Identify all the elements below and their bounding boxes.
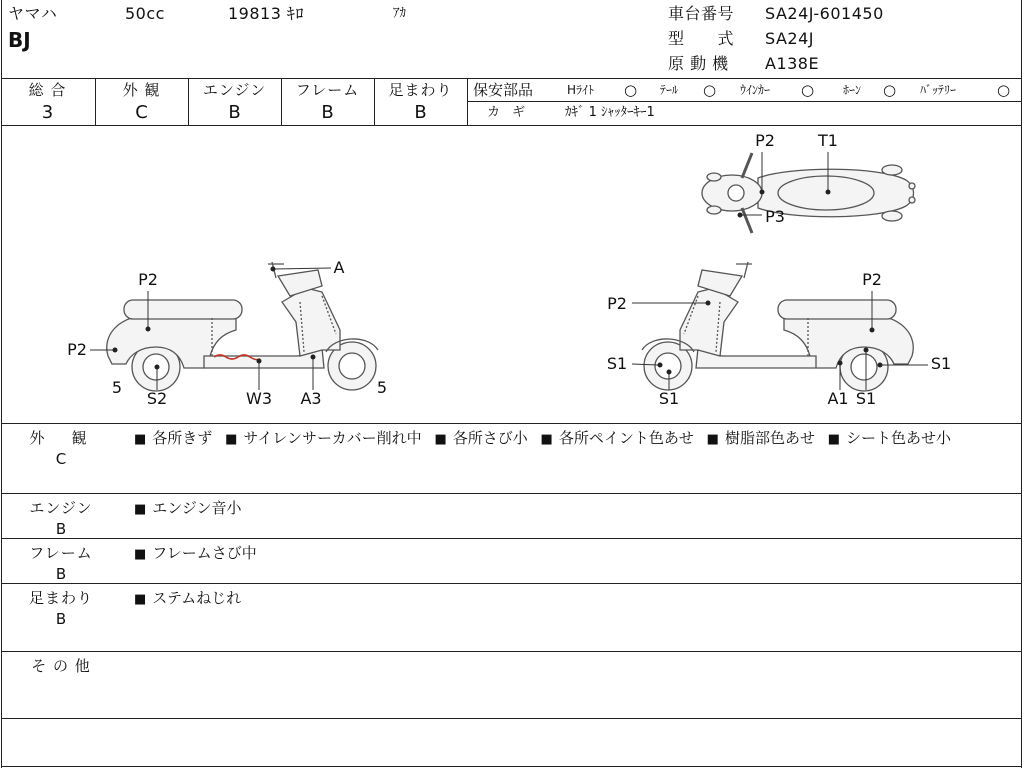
grade-value: B: [228, 102, 241, 123]
damage-label: W3: [246, 389, 272, 408]
body-color: ｱｶ: [393, 6, 406, 21]
remark-grade: B: [55, 520, 67, 538]
damage-label: P2: [862, 270, 882, 289]
grade-value: B: [414, 102, 427, 123]
grade-label: フレーム: [295, 81, 360, 99]
remark-item-text: 各所さび小: [452, 429, 528, 447]
model-code: SA24J: [765, 29, 814, 48]
remark-item-text: 各所ペイント色あせ: [558, 429, 694, 447]
remark-item: [541, 429, 694, 447]
divider: [467, 101, 1022, 102]
cell-divider: [281, 79, 282, 125]
model-code-label: 型 式: [668, 29, 735, 48]
damage-label: P2: [607, 294, 627, 313]
remark-grade: B: [55, 565, 67, 583]
cell-divider: [374, 79, 375, 125]
remark-item-text: 各所きず: [152, 429, 213, 447]
damage-marker: [760, 190, 765, 195]
damage-marker: [658, 363, 663, 368]
damage-label: S2: [146, 389, 168, 408]
status-ok-icon: ○: [997, 81, 1011, 99]
remark-item: [134, 589, 241, 607]
status-ok-icon: ○: [624, 81, 638, 99]
bullet-icon: ■: [540, 432, 553, 447]
bullet-icon: ■: [434, 432, 447, 447]
scooter-top-view: [702, 153, 915, 233]
displacement: 50cc: [125, 4, 165, 23]
damage-diagram: [0, 126, 1024, 423]
grade-label: 足まわり: [388, 81, 453, 99]
remark-row-suspension: [1, 584, 1022, 651]
grade-label: エンジン: [202, 81, 267, 99]
leader-line: [274, 268, 331, 269]
damage-label: A: [333, 258, 345, 277]
damage-marker: [878, 363, 883, 368]
remark-item-text: ステムねじれ: [152, 589, 242, 607]
grade-overall: [1, 79, 94, 125]
remark-text: [134, 587, 1000, 611]
remark-item-text: フレームさび中: [152, 544, 257, 562]
remark-item: [828, 429, 951, 447]
frame-number: SA24J-601450: [765, 4, 884, 23]
remark-item-text: シート色あせ小: [846, 429, 952, 447]
remark-label: 外 観: [29, 429, 93, 447]
grade-label: 総 合: [28, 81, 67, 99]
safety-item-headlight: Hﾗｲﾄ: [567, 83, 595, 97]
safety-parts-label: 保安部品: [473, 81, 534, 99]
remark-label: 足まわり: [28, 589, 93, 607]
cell-divider: [467, 79, 468, 125]
grade-value: 3: [41, 102, 54, 123]
engine-code: A138E: [765, 54, 820, 73]
bottom-border: [1, 766, 1022, 767]
bullet-icon: ■: [134, 502, 147, 517]
remark-item: [134, 544, 257, 562]
cell-divider: [95, 79, 96, 125]
remark-item-text: エンジン音小: [152, 499, 242, 517]
damage-marker: [271, 267, 276, 272]
grade-value: C: [135, 102, 148, 123]
damage-marker: [667, 370, 672, 375]
remark-row-engine: [1, 494, 1022, 538]
damage-marker: [838, 361, 843, 366]
damage-marker: [146, 327, 151, 332]
bullet-icon: ■: [134, 547, 147, 562]
damage-marker: [738, 213, 743, 218]
remark-item: [225, 429, 422, 447]
damage-label: T1: [818, 131, 838, 150]
remark-grade: B: [55, 610, 67, 628]
safety-item-battery: ﾊﾞｯﾃﾘｰ: [920, 83, 957, 97]
safety-item-horn: ﾎｰﾝ: [843, 83, 862, 97]
remark-item: [134, 499, 242, 517]
grade-suspension: [374, 79, 467, 125]
damage-label: S1: [606, 354, 628, 373]
bullet-icon: ■: [225, 432, 238, 447]
remark-text: [134, 497, 1000, 521]
grade-exterior: [95, 79, 188, 125]
remark-item: [707, 429, 815, 447]
remark-item-text: 樹脂部色あせ: [724, 429, 815, 447]
grade-label: 外 観: [122, 81, 161, 99]
remark-label: エンジン: [29, 499, 93, 517]
mileage: 19813 ｷﾛ: [228, 4, 304, 23]
engine-code-label: 原 動 機: [668, 54, 729, 73]
remark-grade: C: [55, 450, 67, 468]
bullet-icon: ■: [134, 432, 147, 447]
damage-label: S1: [658, 389, 680, 408]
damage-label: P2: [138, 270, 158, 289]
remark-row-frame: [1, 539, 1022, 583]
maker-name: ヤマハ: [8, 4, 58, 23]
keys-value: ｶｷﾞ 1 ｼｬｯﾀｰｷｰ1: [565, 105, 655, 120]
damage-label: S1: [930, 354, 952, 373]
damage-marker: [155, 365, 160, 370]
status-ok-icon: ○: [801, 81, 815, 99]
grade-value: B: [321, 102, 334, 123]
damage-label: P3: [765, 207, 785, 226]
bullet-icon: ■: [134, 592, 147, 607]
tire-label: 5: [111, 378, 123, 397]
damage-label: A1: [827, 389, 849, 408]
safety-item-turn-signal: ｳｲﾝｶｰ: [740, 83, 771, 97]
remark-row-exterior: [1, 424, 1022, 493]
damage-marker: [826, 190, 831, 195]
bullet-icon: ■: [827, 432, 841, 447]
safety-item-taillight: ﾃｰﾙ: [660, 83, 679, 97]
damage-marker: [870, 328, 875, 333]
remark-item-text: サイレンサーカバー削れ中: [243, 429, 422, 447]
remark-item: [134, 429, 212, 447]
remark-text: [134, 427, 1000, 451]
frame-number-label: 車台番号: [668, 4, 735, 23]
keys-label: カ ギ: [487, 105, 530, 120]
remark-text: [134, 542, 1000, 566]
grade-engine: [188, 79, 281, 125]
damage-label: A3: [300, 389, 322, 408]
tire-label: 5: [376, 378, 388, 397]
damage-marker: [311, 355, 316, 360]
damage-label: S1: [855, 389, 877, 408]
remark-row-other: [1, 652, 1022, 718]
cell-divider: [188, 79, 189, 125]
damage-label: P2: [755, 131, 775, 150]
bullet-icon: ■: [706, 432, 719, 447]
remark-item: [434, 429, 527, 447]
model-name: BJ: [8, 28, 31, 52]
damage-label: P2: [67, 340, 87, 359]
grade-frame: [281, 79, 374, 125]
status-ok-icon: ○: [883, 81, 897, 99]
damage-marker: [706, 301, 711, 306]
damage-marker: [864, 348, 869, 353]
damage-marker: [257, 359, 262, 364]
divider: [1, 718, 1022, 719]
remark-label: そ の 他: [31, 657, 91, 675]
remark-label: フレーム: [29, 544, 93, 562]
damage-marker: [113, 348, 118, 353]
status-ok-icon: ○: [703, 81, 717, 99]
